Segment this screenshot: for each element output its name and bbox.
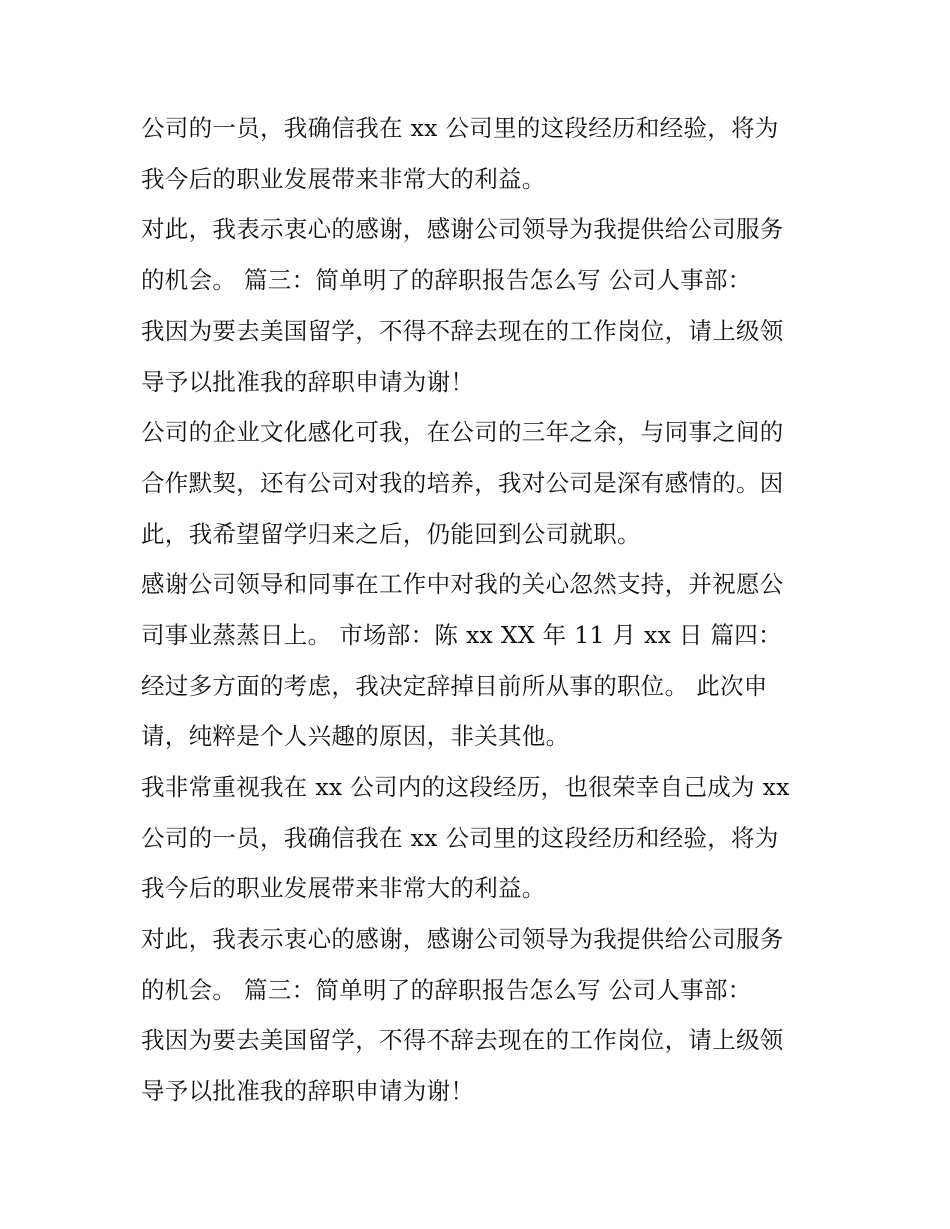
text-line: 我非常重视我在 xx 公司内的这段经历，也很荣幸自己成为 xx (141, 773, 790, 801)
text-line: 我今后的职业发展带来非常大的利益。 (141, 165, 546, 193)
text-line: 我因为要去美国留学，不得不辞去现在的工作岗位，请上级领 (141, 317, 784, 345)
text-line: 感谢公司领导和同事在工作中对我的关心忽然支持，并祝愿公 (141, 570, 784, 598)
text-line: 请，纯粹是个人兴趣的原因，非关其他。 (141, 722, 570, 750)
text-line: 公司的企业文化感化可我，在公司的三年之余，与同事之间的 (141, 418, 784, 446)
text-line: 的机会。 篇三：简单明了的辞职报告怎么写 公司人事部： (141, 266, 752, 294)
text-line: 我因为要去美国留学，不得不辞去现在的工作岗位，请上级领 (141, 1026, 784, 1054)
text-line: 对此，我表示衷心的感谢，感谢公司领导为我提供给公司服务 (141, 215, 784, 243)
text-line: 对此，我表示衷心的感谢，感谢公司领导为我提供给公司服务 (141, 925, 784, 953)
text-line: 导予以批准我的辞职申请为谢！ (141, 368, 475, 396)
text-line: 此，我希望留学归来之后，仍能回到公司就职。 (141, 520, 641, 548)
text-line: 合作默契，还有公司对我的培养，我对公司是深有感情的。因 (141, 469, 784, 497)
text-line: 我今后的职业发展带来非常大的利益。 (141, 874, 546, 902)
text-line: 导予以批准我的辞职申请为谢！ (141, 1077, 475, 1105)
text-line: 公司的一员，我确信我在 xx 公司里的这段经历和经验，将为 (141, 824, 779, 852)
text-line: 经过多方面的考虑，我决定辞掉目前所从事的职位。 此次申 (141, 672, 768, 700)
text-line: 的机会。 篇三：简单明了的辞职报告怎么写 公司人事部： (141, 976, 752, 1004)
text-line: 司事业蒸蒸日上。 市场部：陈 xx XX 年 11 月 xx 日 篇四： (141, 621, 782, 649)
text-line: 公司的一员，我确信我在 xx 公司里的这段经历和经验，将为 (141, 114, 779, 142)
